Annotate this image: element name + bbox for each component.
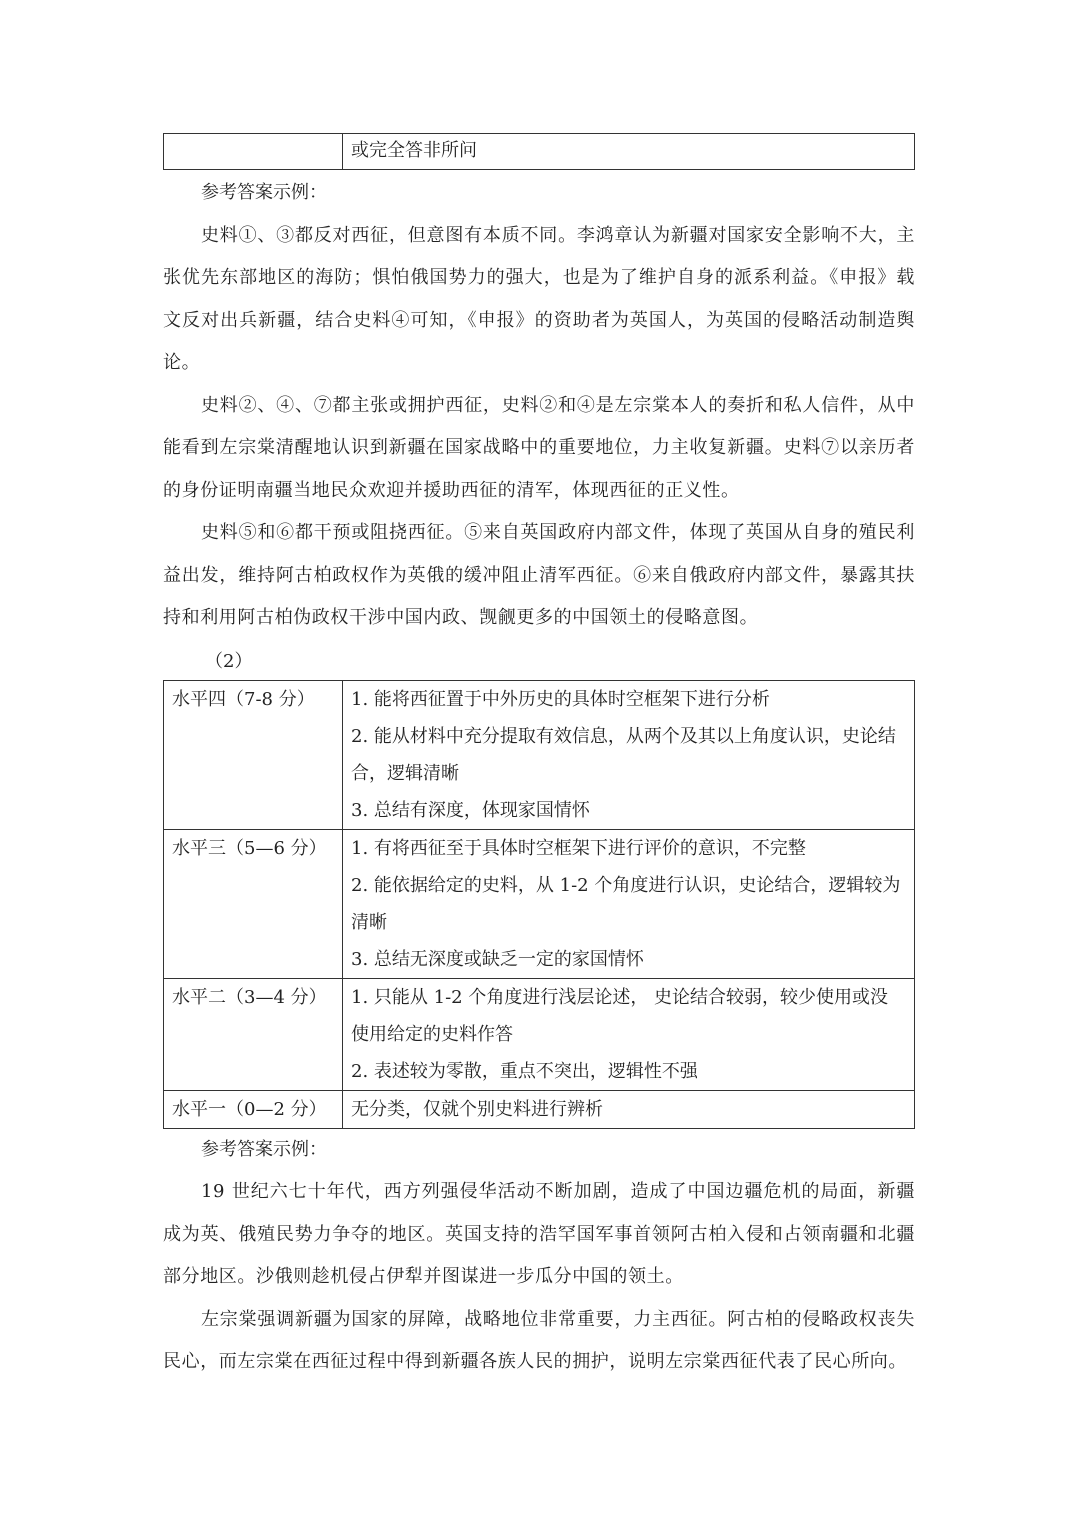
criteria-line: 1. 能将西征置于中外历史的具体时空框架下进行分析 — [351, 688, 770, 710]
answer-example-label-2: 参考答案示例： — [201, 1138, 327, 1160]
criteria-line: 2. 表述较为零散，重点不突出，逻辑性不强 — [351, 1060, 698, 1082]
criteria-line: 2. 能依据给定的史料，从 1-2 个角度进行认识，史论结合，逻辑较为清晰 — [351, 874, 901, 933]
table-row — [164, 829, 915, 978]
level-cell: 水平二（3—4 分） — [164, 978, 343, 1090]
top-table-fragment — [163, 133, 915, 170]
page-content — [163, 133, 915, 1384]
paragraph: 19 世纪六七十年代，西方列强侵华活动不断加剧，造成了中国边疆危机的局面，新疆成为英、俄殖民势力争夺的地区。英国支持的浩罕国军事首领阿古柏入侵和占领南疆和北疆部分地区。沙俄则趁机侵占伊犁并图谋进一步瓜分中国的领土。 — [163, 1181, 915, 1287]
criteria-line: 3. 总结有深度，体现家国情怀 — [351, 799, 590, 821]
table-row — [164, 1090, 915, 1128]
answer-example-label-1: 参考答案示例： — [201, 182, 327, 203]
criteria-cell — [343, 978, 915, 1090]
criteria-line: 1. 有将西征至于具体时空框架下进行评价的意识，不完整 — [351, 837, 806, 859]
paragraph: 史料②、④、⑦都主张或拥护西征，史料②和④是左宗棠本人的奏折和私人信件，从中能看到左宗棠清醒地认识到新疆在国家战略中的重要地位，力主收复新疆。史料⑦以亲历者的身份证明南疆当地民众欢迎并援助西征的清军，体现西征的正义性。 — [163, 394, 915, 501]
criteria-line: 无分类，仅就个别史料进行辨析 — [351, 1098, 603, 1120]
paragraph: 史料①、③都反对西征，但意图有本质不同。李鸿章认为新疆对国家安全影响不大，主张优先东部地区的海防；惧怕俄国势力的强大，也是为了维护自身的派系利益。《申报》载文反对出兵新疆，结合史料④可知，《申报》的资助者为英国人，为英国的侵略活动制造舆论。 — [163, 224, 915, 373]
paragraph: 左宗棠强调新疆为国家的屏障，战略地位非常重要，力主西征。阿古柏的侵略政权丧失民心，而左宗棠在西征过程中得到新疆各族人民的拥护，说明左宗棠西征代表了民心所向。 — [163, 1308, 915, 1372]
criteria-line: 3. 总结无深度或缺乏一定的家国情怀 — [351, 948, 644, 970]
criteria-cell — [343, 829, 915, 978]
top-table-right-cell: 或完全答非所问 — [343, 134, 915, 170]
question-number-label: （2） — [205, 650, 253, 672]
paragraph: 史料⑤和⑥都干预或阻挠西征。⑤来自英国政府内部文件，体现了英国从自身的殖民利益出发，维持阿古柏政权作为英俄的缓冲阻止清军西征。⑥来自俄政府内部文件，暴露其扶持和利用阿古柏伪政权干涉中国内政、觊觎更多的中国领土的侵略意图。 — [163, 522, 915, 628]
table-row — [164, 978, 915, 1090]
criteria-cell — [343, 1090, 915, 1128]
level-cell: 水平一（0—2 分） — [164, 1090, 343, 1128]
table-row — [164, 134, 915, 170]
criteria-line: 2. 能从材料中充分提取有效信息，从两个及其以上角度认识，史论结合，逻辑清晰 — [351, 725, 896, 784]
level-cell: 水平三（5—6 分） — [164, 829, 343, 978]
criteria-line: 1. 只能从 1-2 个角度进行浅层论述， 史论结合较弱，较少使用或没使用给定的史料作答 — [351, 986, 889, 1045]
table-row — [164, 680, 915, 829]
criteria-cell — [343, 680, 915, 829]
grading-rubric-table — [163, 680, 915, 1129]
level-cell: 水平四（7-8 分） — [164, 680, 343, 829]
top-table-left-cell — [164, 134, 343, 170]
